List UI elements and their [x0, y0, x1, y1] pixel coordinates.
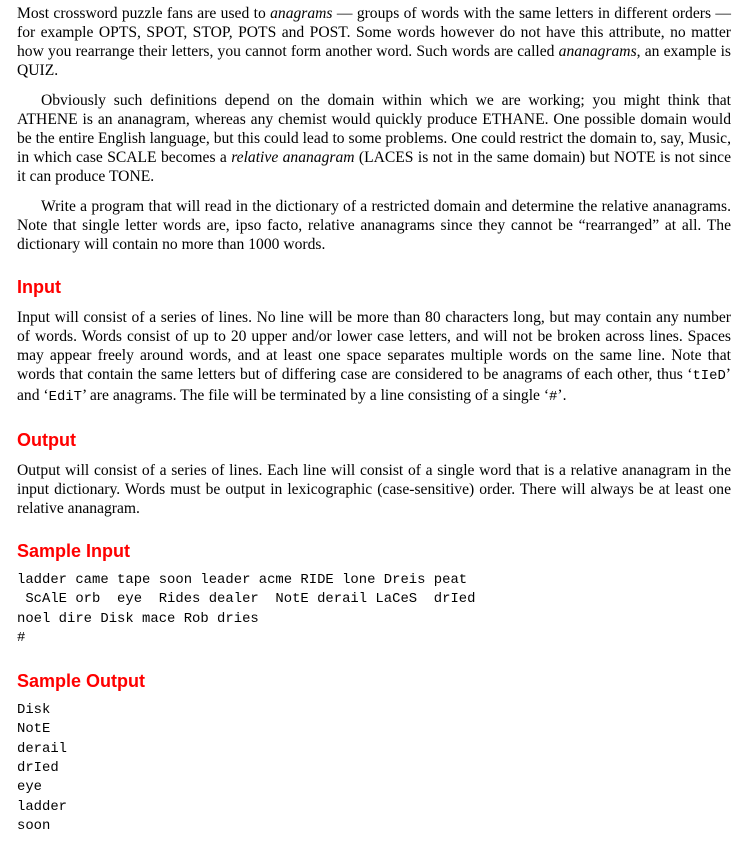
code-tIeD: tIeD — [692, 368, 726, 384]
text: (LACES is not in the same domain) but NOTE is not since it can produce TONE. — [17, 149, 731, 185]
text: Obviously such definitions depend on the domain within which we are working; you might think that ATHENE is an ananagram, whereas any chemist would quickly produce ETHANE. One possible domain would be the entire English language, but this could lead to some problems. One could restrict the domain to, say, Music, in which case SCALE becomes a — [17, 92, 731, 166]
text: ’. — [557, 387, 567, 404]
input-heading: Input — [17, 277, 61, 297]
sample-input-line: # — [17, 629, 26, 646]
text: ’ are anagrams. The file will be terminated by a line consisting of a single ‘ — [81, 387, 550, 404]
sample-output-line: ladder — [17, 798, 68, 815]
output-heading: Output — [17, 430, 76, 450]
sample-input-line: noel dire Disk mace Rob dries — [17, 610, 259, 627]
sample-input-block — [17, 571, 731, 648]
intro-paragraph-2 — [17, 91, 731, 186]
emphasis-ananagrams: ananagrams — [558, 43, 637, 60]
sample-input-line: ladder came tape soon leader acme RIDE lone Dreis peat — [17, 572, 468, 588]
problem-statement — [17, 4, 731, 836]
emphasis-anagrams: anagrams — [270, 5, 333, 22]
emphasis-relative-ananagram: relative ananagram — [231, 149, 355, 166]
sample-output-line: drIed — [17, 760, 59, 777]
input-description — [17, 308, 731, 407]
text: Most crossword puzzle fans are used to — [17, 5, 271, 22]
sample-input-line: ScAlE orb eye Rides dealer NotE derail LaCeS drIed — [17, 591, 476, 608]
intro-paragraph-1 — [17, 4, 731, 80]
sample-input-heading: Sample Input — [17, 541, 131, 561]
sample-output-line: eye — [17, 779, 43, 796]
text: ’ and ‘ — [17, 366, 731, 404]
output-description: Output will consist of a series of lines. Each line will consist of a single word that is a relative ananagram in the input dictionary. Words must be output in lexicographic (case-sensitive) order. There will always be at least one relative ananagram. — [17, 462, 731, 517]
sample-output-block — [17, 701, 731, 836]
sample-output-heading: Sample Output — [17, 671, 146, 692]
sample-output-line: Disk — [17, 702, 51, 719]
text: , an example is QUIZ. — [17, 43, 731, 79]
text: — groups of words with the same letters in different orders — for example OPTS, SPOT, STOP, POTS and POST. Some words however do not have this attribute, no matter how you rearrange their letters, you cannot form another word. Such words are called — [17, 5, 731, 60]
intro-paragraph-3: Write a program that will read in the dictionary of a restricted domain and determine the relative ananagrams. Note that single letter words are, ipso facto, relative ananagrams since they cannot be “rearranged” at all. The dictionary will contain no more than 1000 words. — [17, 198, 731, 253]
code-EdiT: EdiT — [48, 389, 82, 405]
code-hash: # — [549, 389, 558, 405]
sample-output-line: derail — [17, 740, 68, 757]
sample-output-line: soon — [17, 817, 51, 834]
sample-output-line: NotE — [17, 721, 51, 738]
text: Input will consist of a series of lines. No line will be more than 80 characters long, but may contain any number of words. Words consist of up to 20 upper and/or lower case letters, and will not be broken across lines. Spaces may appear freely around words, and at least one space separates multiple words on the same line. Note that words that contain the same letters but of differing case are considered to be anagrams of each other, thus ‘ — [17, 309, 731, 383]
